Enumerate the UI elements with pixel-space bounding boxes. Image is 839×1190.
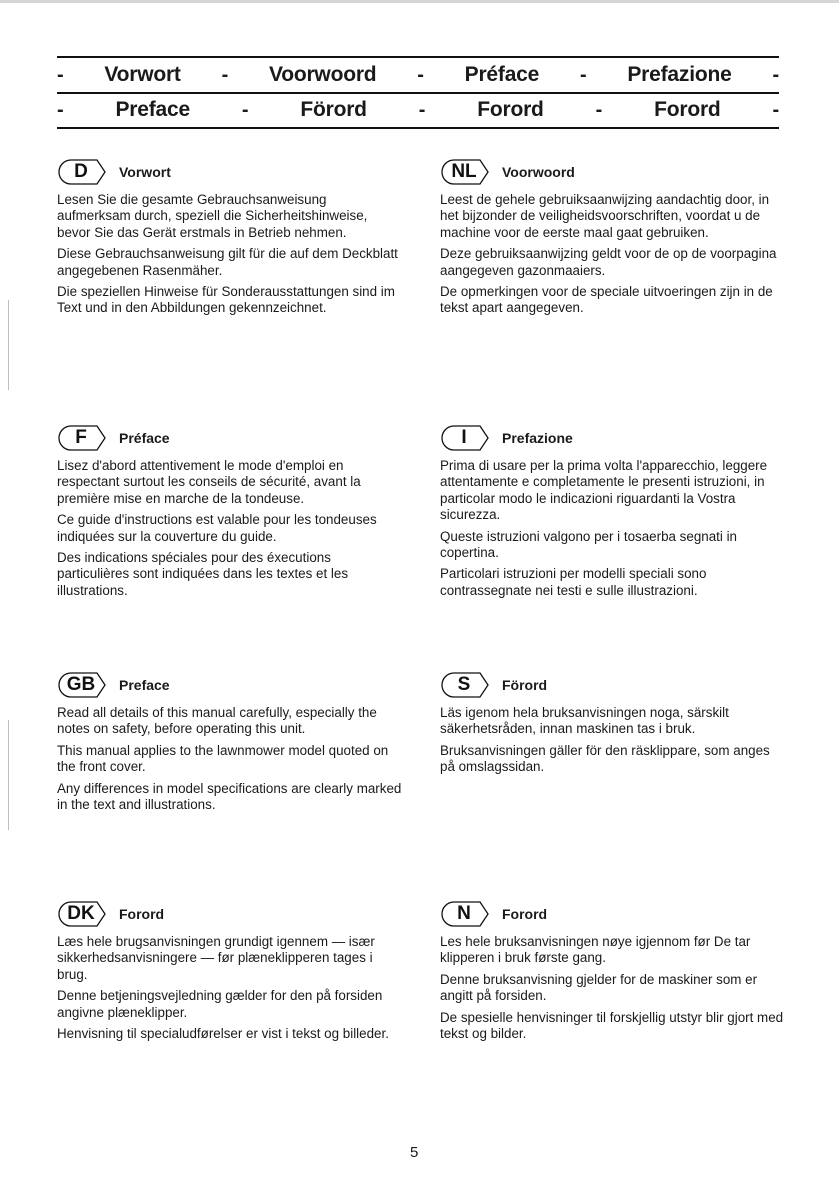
section-heading <box>57 158 402 186</box>
header-separator: - <box>241 98 249 121</box>
header-separator: - <box>580 63 587 86</box>
section-heading <box>440 900 785 928</box>
paragraph: Lisez d'abord attentivement le mode d'emploi en respectant surtout les conseils de sécurité, avant la première mise en marche de la tondeuse. <box>57 458 361 506</box>
header-title: Voorwoord <box>268 63 377 86</box>
header-separator: - <box>595 98 603 121</box>
header-title: Förord <box>300 98 367 121</box>
language-code: S <box>457 674 471 695</box>
paragraph: This manual applies to the lawnmower model quoted on the front cover. <box>57 742 389 775</box>
section-heading <box>440 158 785 186</box>
section-title: Voorwoord <box>502 164 575 180</box>
paragraph: Particolari istruzioni per modelli speciali sono contrassegnate nei testi e sulle illustrazioni. <box>440 566 707 598</box>
section-gb <box>57 671 402 818</box>
header-separator: - <box>57 98 64 121</box>
section-title: Préface <box>119 430 170 446</box>
language-code: D <box>74 161 88 182</box>
header-separator: - <box>417 63 424 86</box>
section-fr <box>57 424 402 604</box>
scan-edge-left <box>8 300 9 390</box>
header-title: Prefazione <box>627 63 732 86</box>
paragraph: Prima di usare per la prima volta l'apparecchio, leggere attentamente e completamente le presenti istruzioni, in particolar modo le indicazioni riguardanti la Vostra sicurezza. <box>440 458 768 523</box>
section-de <box>57 158 402 322</box>
header-separator: - <box>221 63 229 86</box>
header-separator: - <box>57 63 64 86</box>
language-code: NL <box>451 161 477 182</box>
section-heading <box>440 424 785 452</box>
header-rule-bottom <box>57 127 779 129</box>
language-code: I <box>461 427 467 448</box>
header-title: Forord <box>477 98 544 121</box>
scan-edge-top <box>0 0 839 3</box>
language-badge-icon <box>440 672 496 698</box>
section-se <box>440 671 785 781</box>
language-code: GB <box>66 674 96 695</box>
section-heading <box>57 900 402 928</box>
language-badge-icon <box>57 672 113 698</box>
section-nl <box>440 158 785 322</box>
section-title: Prefazione <box>502 430 573 446</box>
section-it <box>440 424 785 604</box>
language-code: N <box>457 903 471 924</box>
language-badge-icon <box>440 901 496 927</box>
paragraph: Läs igenom hela bruksanvisningen noga, särskilt säkerhetsråden, innan maskinen tas i bruk. <box>440 705 729 737</box>
paragraph: Les hele bruksanvisningen nøye igjennom før De tar klipperen i bruk første gang. <box>440 934 751 966</box>
section-heading <box>440 671 785 699</box>
header-title: Vorwort <box>104 63 181 86</box>
paragraph: Read all details of this manual carefully, especially the notes on safety, before operating this unit. <box>57 705 377 737</box>
language-code: F <box>75 427 87 448</box>
language-badge-icon <box>440 159 496 185</box>
section-title: Vorwort <box>119 164 171 180</box>
paragraph: Queste istruzioni valgono per i tosaerba segnati in copertina. <box>440 528 738 561</box>
header-title: Forord <box>654 98 721 121</box>
language-badge-icon <box>57 425 113 451</box>
paragraph: Des indications spéciales pour des éxecutions particulières sont indiquées dans les textes et les illustrations. <box>57 550 349 598</box>
section-title: Forord <box>119 906 165 922</box>
language-code: DK <box>67 903 95 924</box>
header-row-2 <box>57 93 779 127</box>
paragraph: Denne bruksanvisning gjelder for de maskiner som er angitt på forsiden. <box>440 971 758 1004</box>
paragraph: Die speziellen Hinweise für Sonderausstattungen sind im Text und in den Abbildungen gekennzeichnet. <box>57 284 395 316</box>
section-no <box>440 900 785 1047</box>
header-title: Préface <box>464 63 540 86</box>
paragraph: Diese Gebrauchsanweisung gilt für die auf dem Deckblatt angegebenen Rasenmäher. <box>57 246 398 278</box>
paragraph: Ce guide d'instructions est valable pour les tondeuses indiquées sur la couverture du guide. <box>57 512 377 544</box>
paragraph: Læs hele brugsanvisningen grundigt igennem — især sikkerhedsanvisningere — før plæneklipperen tages i brug. <box>57 934 375 982</box>
language-badge-icon <box>57 901 113 927</box>
language-badge-icon <box>57 159 113 185</box>
paragraph: De opmerkingen voor de speciale uitvoeringen zijn in de tekst apart aangegeven. <box>440 284 773 316</box>
header-title: Preface <box>115 98 190 121</box>
header-row-1 <box>57 58 779 92</box>
header-separator: - <box>772 98 779 121</box>
paragraph: Deze gebruiksaanwijzing geldt voor de op de voorpagina aangegeven gazonmaaiers. <box>440 246 777 278</box>
section-title: Förord <box>502 677 548 693</box>
page-number: 5 <box>410 1144 419 1161</box>
section-title: Forord <box>502 906 548 922</box>
paragraph: Henvisning til specialudførelser er vist i tekst og billeder. <box>57 1026 389 1042</box>
section-heading <box>57 671 402 699</box>
paragraph: Leest de gehele gebruiksaanwijzing aandachtig door, in het bijzonder de veiligheidsvoorschriften, voordat u de machine voor de eerste maal gaat gebruiken. <box>440 192 770 240</box>
paragraph: Lesen Sie die gesamte Gebrauchsanweisung aufmerksam durch, speziell die Sicherheitshinweise, bevor Sie das Gerät erstmals in Betrieb nehmen. <box>57 192 368 240</box>
paragraph: Bruksanvisningen gäller för den räsklippare, som anges på omslagssidan. <box>440 742 770 775</box>
paragraph: Any differences in model specifications are clearly marked in the text and illustrations. <box>57 780 402 813</box>
section-heading <box>57 424 402 452</box>
paragraph: Denne betjeningsvejledning gælder for den på forsiden angivne plæneklipper. <box>57 988 383 1020</box>
header-separator: - <box>772 63 779 86</box>
header-separator: - <box>418 98 426 121</box>
scan-edge-left <box>8 720 9 830</box>
paragraph: De spesielle henvisninger til forskjellig utstyr blir gjort med tekst og bilder. <box>440 1009 784 1042</box>
section-title: Preface <box>119 677 170 693</box>
language-badge-icon <box>440 425 496 451</box>
section-dk <box>57 900 402 1047</box>
